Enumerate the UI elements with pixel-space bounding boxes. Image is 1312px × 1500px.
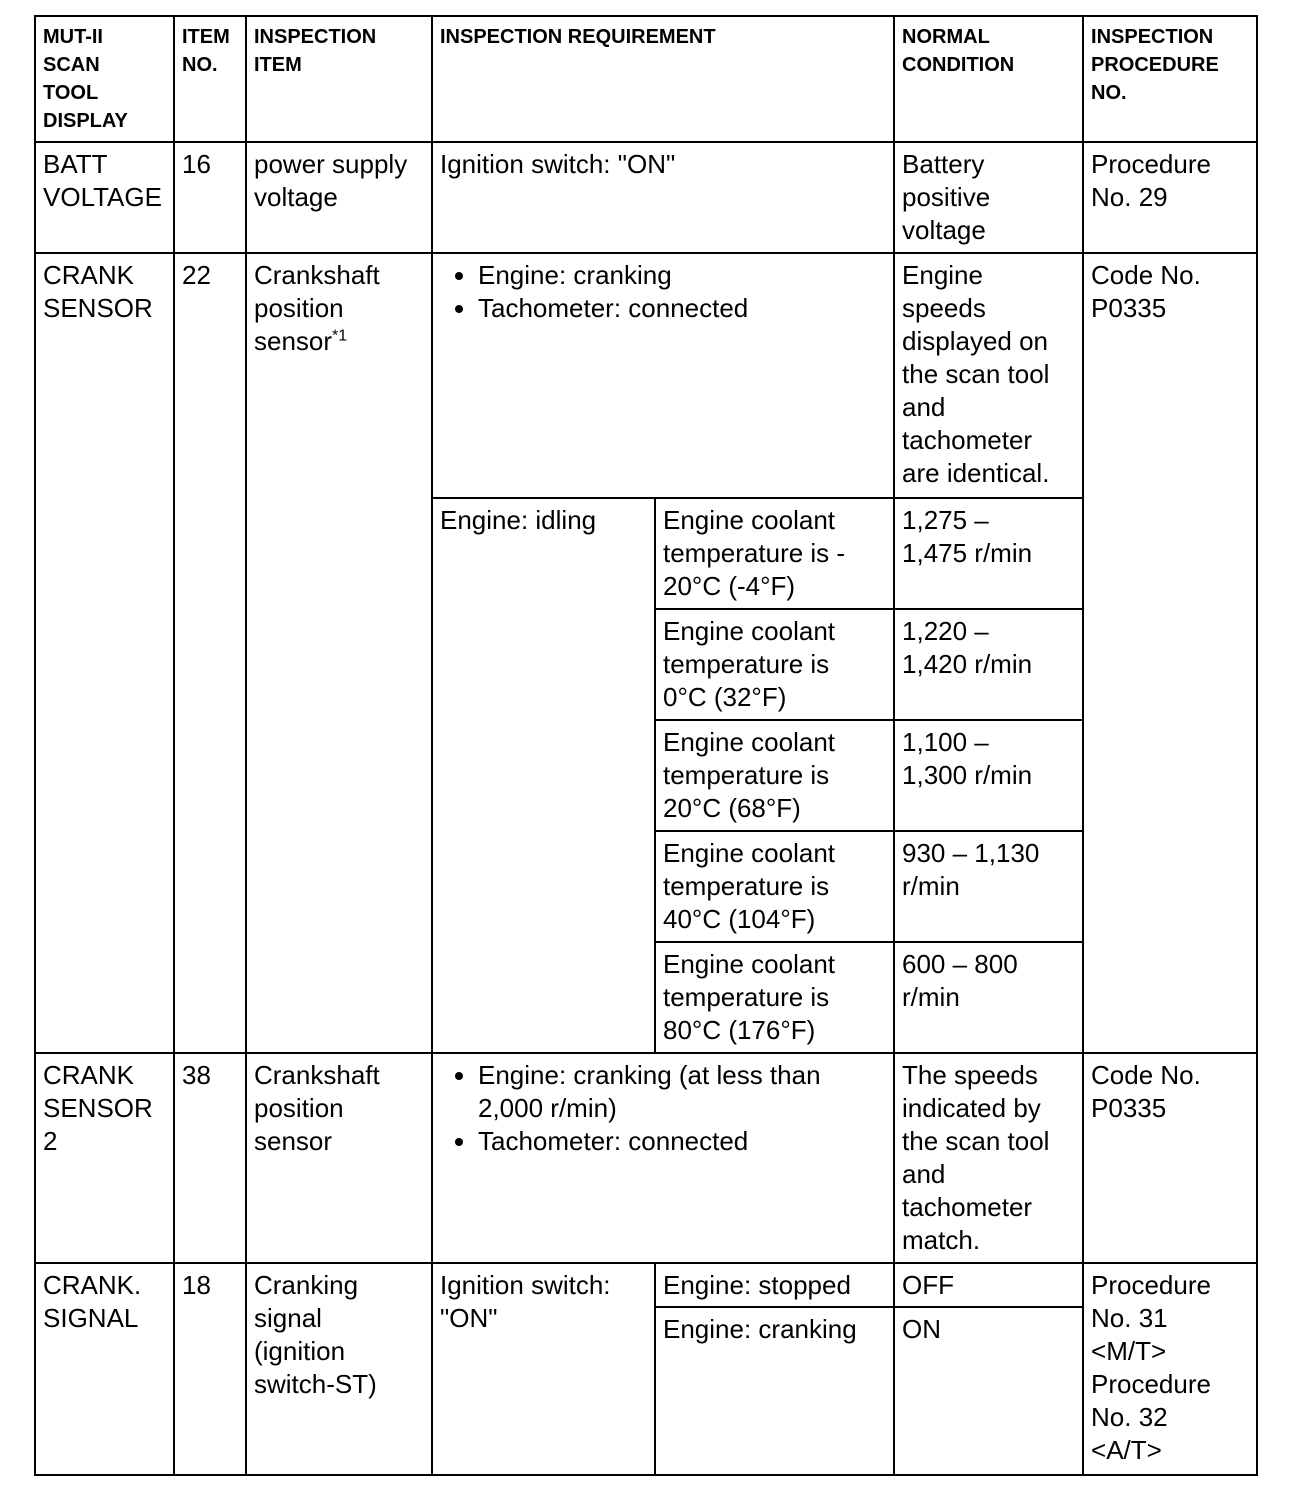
normal-cell: 1,100 – 1,300 r/min [894, 720, 1083, 831]
requirement-cell: Ignition switch: "ON" [432, 142, 894, 253]
item-no-cell: 18 [174, 1263, 246, 1475]
list-item: • Tachometer: connected [478, 1125, 886, 1158]
list-item: • Engine: cranking [478, 259, 886, 292]
temperature-condition-cell: Engine coolant temperature is - 20°C (-4°F) [655, 498, 894, 609]
normal-cell: 600 – 800 r/min [894, 942, 1083, 1053]
engine-state-cell: Engine: cranking [655, 1307, 894, 1475]
header-procedure: INSPECTION PROCEDURE NO. [1083, 16, 1257, 142]
idle-condition-cell: Engine: idling [432, 498, 655, 1053]
procedure-cell: Code No. P0335 [1083, 1053, 1257, 1263]
list-item: • Engine: cranking (at less than 2,000 r/min) [478, 1059, 886, 1125]
inspection-table [34, 15, 1258, 1476]
header-display: MUT-II SCAN TOOL DISPLAY [35, 16, 174, 142]
table-row [35, 142, 1257, 253]
temperature-condition-cell: Engine coolant temperature is 0°C (32°F) [655, 609, 894, 720]
footnote-marker: *1 [332, 327, 348, 345]
item-no-cell: 16 [174, 142, 246, 253]
display-cell: CRANK. SIGNAL [35, 1263, 174, 1475]
temperature-condition-cell: Engine coolant temperature is 80°C (176°F) [655, 942, 894, 1053]
header-row [35, 16, 1257, 142]
item-no-cell: 22 [174, 253, 246, 1053]
item-cell: Crankshaft position sensor [246, 1053, 432, 1263]
requirement-list [440, 259, 886, 325]
display-cell: CRANK SENSOR [35, 253, 174, 1053]
normal-cell: 1,220 – 1,420 r/min [894, 609, 1083, 720]
engine-state-cell: Engine: stopped [655, 1263, 894, 1307]
table-row [35, 1263, 1257, 1307]
normal-cell: ON [894, 1307, 1083, 1475]
list-item: • Tachometer: connected [478, 292, 886, 325]
procedure-cell: Code No. P0335 [1083, 253, 1257, 1053]
header-item: INSPECTION ITEM [246, 16, 432, 142]
temperature-condition-cell: Engine coolant temperature is 40°C (104°F) [655, 831, 894, 942]
normal-cell: 930 – 1,130 r/min [894, 831, 1083, 942]
requirement-cell [432, 253, 894, 498]
requirement-cell [432, 1053, 894, 1263]
normal-cell: Battery positive voltage [894, 142, 1083, 253]
normal-cell: Engine speeds displayed on the scan tool and tachometer are identical. [894, 253, 1083, 498]
item-no-cell: 38 [174, 1053, 246, 1263]
requirement-cell: Ignition switch: "ON" [432, 1263, 655, 1475]
display-cell: BATT VOLTAGE [35, 142, 174, 253]
header-requirement: INSPECTION REQUIREMENT [432, 16, 894, 142]
normal-cell: 1,275 – 1,475 r/min [894, 498, 1083, 609]
table-row [35, 1053, 1257, 1263]
table-row [35, 253, 1257, 498]
procedure-cell: Procedure No. 29 [1083, 142, 1257, 253]
requirement-list [440, 1059, 886, 1158]
header-normal: NORMAL CONDITION [894, 16, 1083, 142]
item-cell: Crankshaft position sensor$^{*1}$ [246, 253, 432, 1053]
item-cell: Cranking signal (ignition switch-ST) [246, 1263, 432, 1475]
procedure-cell: Procedure No. 31 <M/T> Procedure No. 32 <A/T> [1083, 1263, 1257, 1475]
temperature-condition-cell: Engine coolant temperature is 20°C (68°F) [655, 720, 894, 831]
normal-cell: The speeds indicated by the scan tool and tachometer match. [894, 1053, 1083, 1263]
normal-cell: OFF [894, 1263, 1083, 1307]
item-cell: power supply voltage [246, 142, 432, 253]
header-item-no: ITEM NO. [174, 16, 246, 142]
display-cell: CRANK SENSOR 2 [35, 1053, 174, 1263]
